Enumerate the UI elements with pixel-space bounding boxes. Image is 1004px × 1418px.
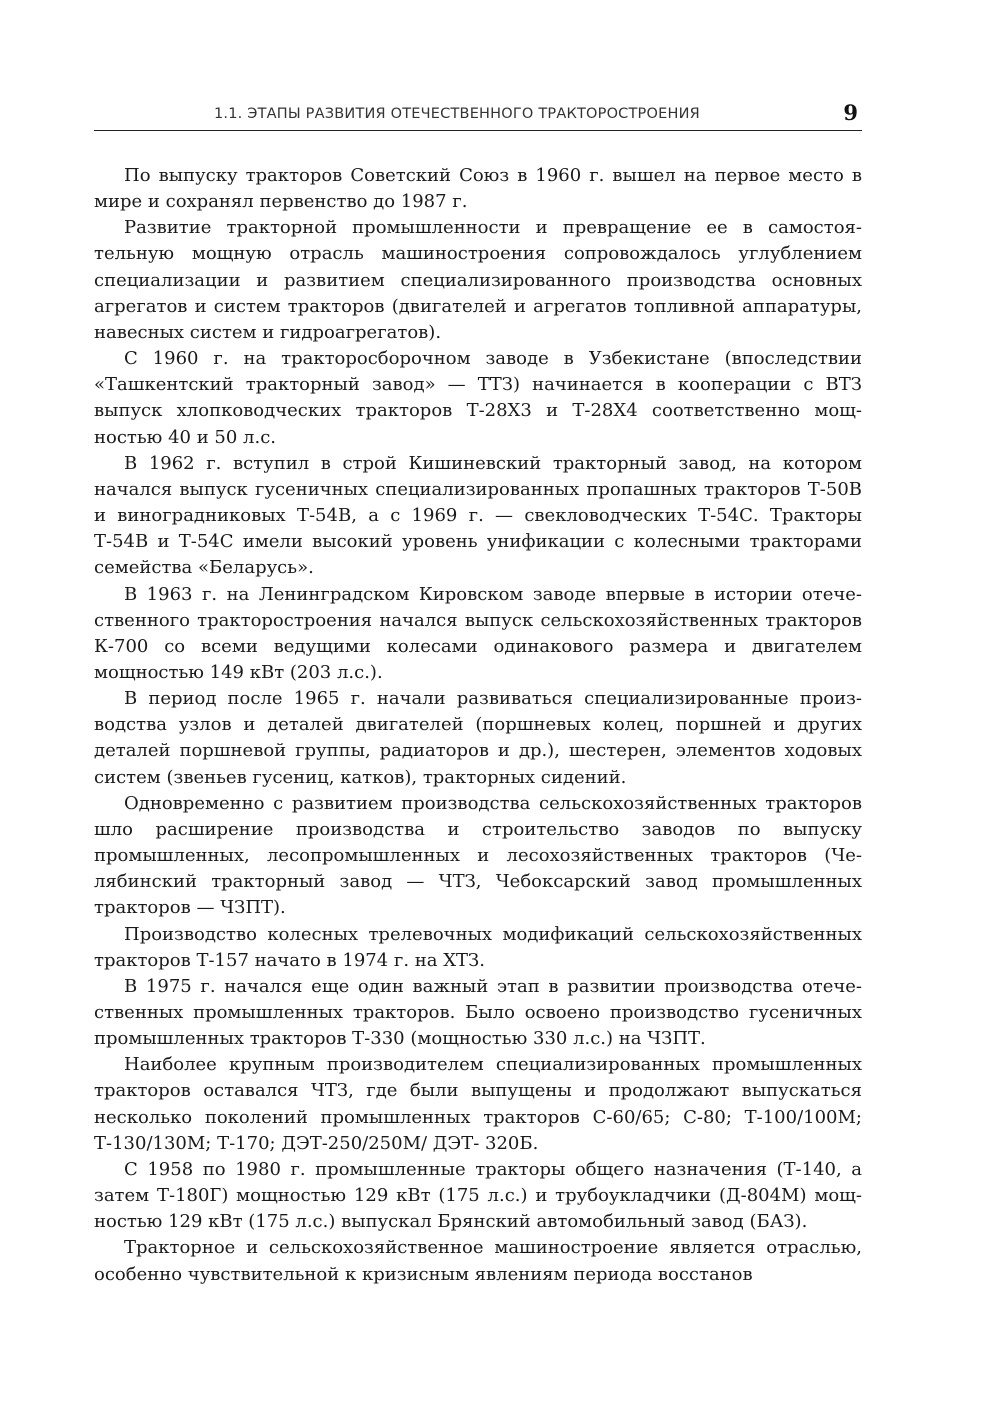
paragraph: Наиболее крупным производителем специализированных промышленных тракторов оставался ЧТЗ, где были выпущены и продолжают выпускаться несколько поколений промышленных тракторов С-60/65; С-80; Т-100/100М; Т-130/130М; Т-170; ДЭТ-250/250М/ ДЭТ- 320Б. [94, 1054, 862, 1154]
section-title: 1.1. ЭТАПЫ РАЗВИТИЯ ОТЕЧЕСТВЕННОГО ТРАКТОРОСТРОЕНИЯ [214, 106, 700, 122]
paragraph: Одновременно с развитием производства сельскохозяйственных тракторов шло расширение производства и строительство заводов по выпуску промышленных, лесопромышленных и лесохозяйственных тракторов (Челябинский тракторный завод — ЧТЗ, Чебоксарский завод промышленных тракторов — ЧЗПТ). [94, 792, 862, 919]
page-number: 9 [843, 100, 858, 125]
paragraph: В 1962 г. вступил в строй Кишиневский тракторный завод, на котором начался выпуск гусеничных специализированных пропашных тракторов Т-50В и виноградниковых Т-54В, а с 1969 г. — свекловодческих Т-54С. Тракторы Т-54В и Т-54С имели высокий уровень унификации с колесными тракторами семейства «Беларусь». [94, 452, 862, 579]
running-header [94, 100, 862, 131]
paragraph: С 1958 по 1980 г. промышленные тракторы общего назначения (Т-140, а затем Т-180Г) мощностью 129 кВт (175 л.с.) и трубоукладчики (Д-804М) мощностью 129 кВт (175 л.с.) выпускал Брянский автомобильный завод (БАЗ). [94, 1158, 862, 1233]
paragraph: В 1963 г. на Ленинградском Кировском заводе впервые в истории отечественного тракторостроения начался выпуск сельскохозяйственных тракторов К-700 со всеми ведущими колесами одинакового размера и двигателем мощностью 149 кВт (203 л.с.). [94, 583, 862, 683]
paragraph: Развитие тракторной промышленности и превращение ее в самостоятельную мощную отрасль машиностроения сопровождалось углублением специализации и развитием специализированного производства основных агрегатов и систем тракторов (двигателей и агрегатов топливной аппаратуры, навесных систем и гидроагрегатов). [94, 217, 862, 343]
paragraph: Производство колесных трелевочных модификаций сельскохозяйственных тракторов Т-157 начато в 1974 г. на ХТЗ. [94, 923, 862, 971]
paragraph: В период после 1965 г. начали развиваться специализированные производства узлов и деталей двигателей (поршневых колец, поршней и других деталей поршневой группы, радиаторов и др.), шестерен, элементов ходовых систем (звеньев гусениц, катков), тракторных сидений. [94, 688, 862, 788]
paragraph: По выпуску тракторов Советский Союз в 1960 г. вышел на первое место в мире и сохранял первенство до 1987 г. [94, 165, 862, 213]
paragraph: В 1975 г. начался еще один важный этап в развитии производства отечественных промышленных тракторов. Было освоено производство гусеничных промышленных тракторов Т-330 (мощностью 330 л.с.) на ЧЗПТ. [94, 975, 862, 1050]
paragraph: Тракторное и сельскохозяйственное машиностроение является отраслью, особенно чувствительной к кризисным явлениям периода восстанов [94, 1237, 862, 1285]
paragraph: С 1960 г. на тракторосборочном заводе в Узбекистане (впоследствии «Ташкентский тракторный завод» — ТТЗ) начинается в кооперации с ВТЗ выпуск хлопководческих тракторов Т-28Х3 и Т-28Х4 соответственно мощностью 40 и 50 л.с. [94, 348, 862, 448]
page-body [94, 163, 862, 1288]
